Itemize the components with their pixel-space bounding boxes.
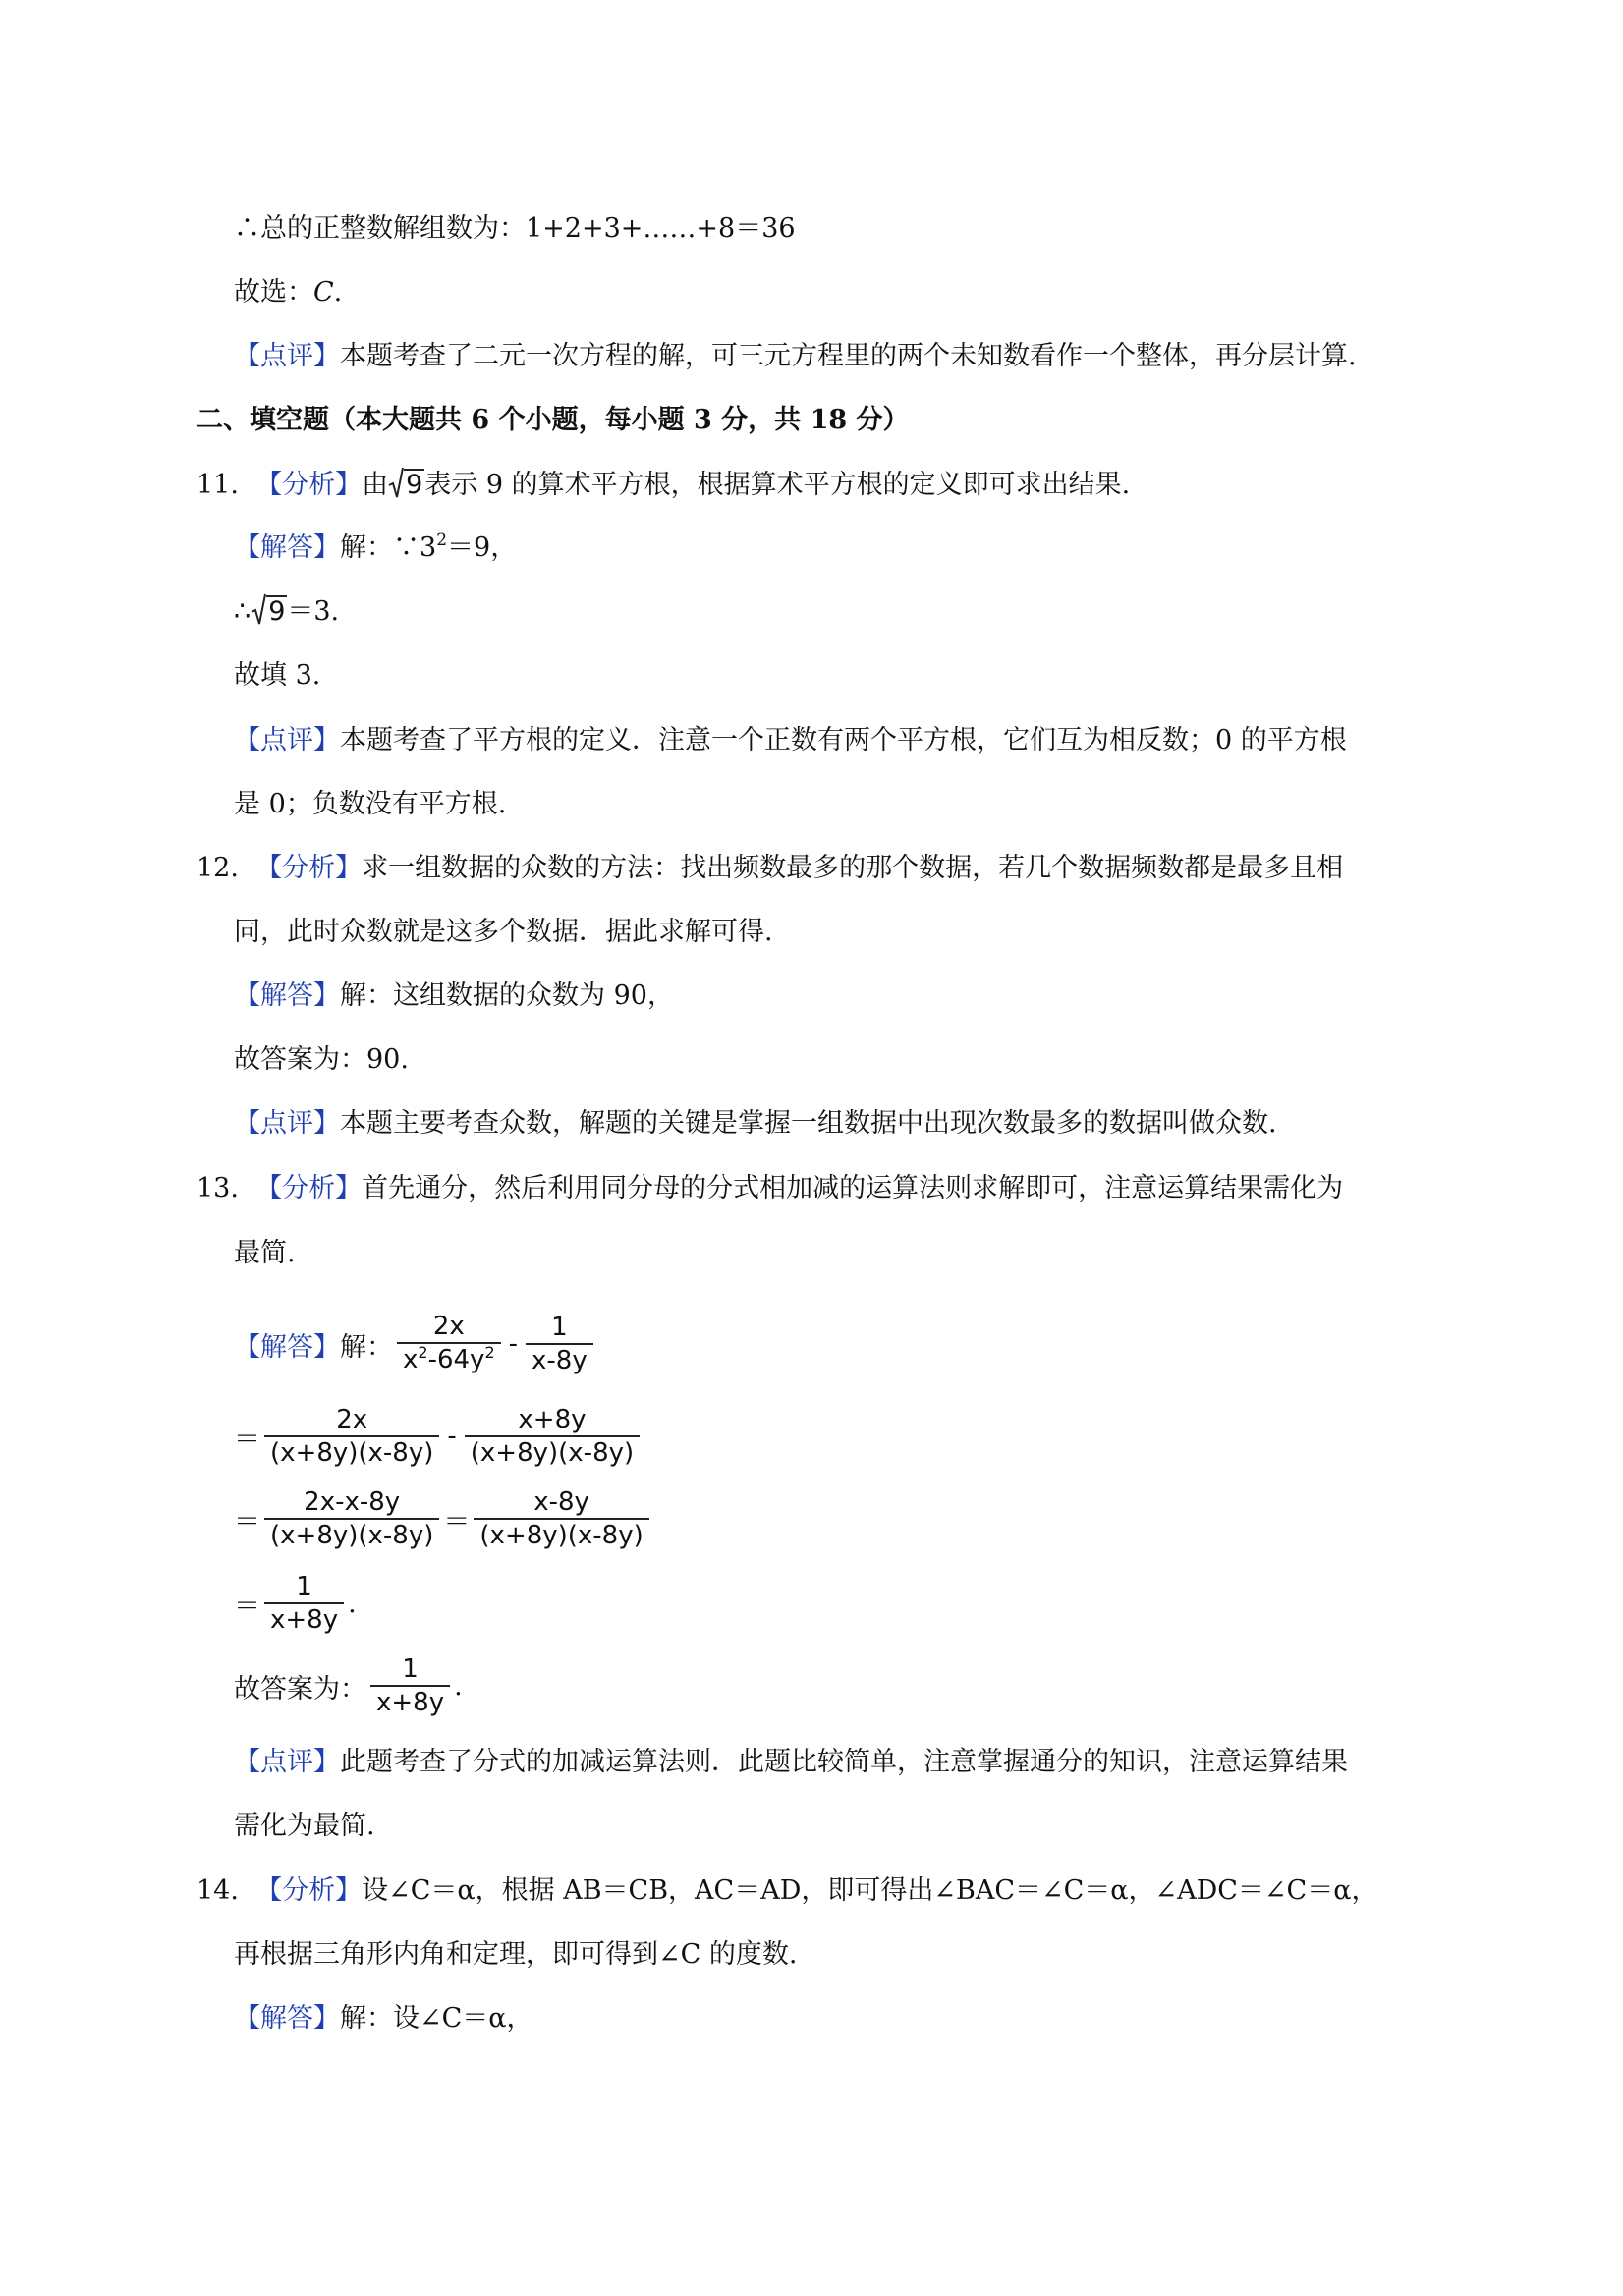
text: 此题考查了分式的加减运算法则．此题比较简单，注意掌握通分的知识，注意运算结果 <box>340 1747 1348 1777</box>
variable: C <box>313 277 334 308</box>
denominator: x-8y <box>526 1343 593 1376</box>
review-tag: 【点评】 <box>234 1108 340 1139</box>
text-line: 需化为最简. <box>234 1811 375 1841</box>
sqrt-expression <box>388 466 424 505</box>
fraction <box>474 1486 648 1551</box>
text: 故选： <box>234 277 313 308</box>
text: ∴ <box>234 596 252 627</box>
review-line <box>234 1743 1348 1782</box>
answer-tag: 【解答】 <box>234 1331 340 1363</box>
answer-tag: 【解答】 <box>234 532 340 563</box>
period: . <box>454 1670 463 1702</box>
fraction <box>465 1404 640 1469</box>
text: 本题考查了平方根的定义．注意一个正数有两个平方根，它们互为相反数；0 的平方根 <box>340 725 1347 756</box>
text: 解：∵3 <box>340 532 437 563</box>
fraction <box>526 1312 593 1376</box>
text-line: 再根据三角形内角和定理，即可得到∠C 的度数. <box>234 1939 798 1970</box>
period: . <box>348 1588 357 1619</box>
numerator: 1 <box>402 1654 419 1684</box>
review-line <box>234 1104 1277 1144</box>
question-13-analysis <box>196 1169 1343 1208</box>
answer-tag: 【解答】 <box>234 2003 340 2034</box>
text-line: 同，此时众数就是这多个数据．据此求解可得. <box>234 917 773 947</box>
question-12-analysis <box>196 849 1343 888</box>
equation-row <box>234 1649 463 1723</box>
text-line <box>234 592 339 632</box>
answer-line <box>234 1999 533 2039</box>
fraction <box>397 1311 501 1378</box>
text: 解：这组数据的众数为 90， <box>340 980 674 1011</box>
radicand: 9 <box>268 596 286 627</box>
equation-row <box>234 1399 644 1474</box>
text: . <box>333 277 343 308</box>
analysis-tag: 【分析】 <box>255 1876 363 1906</box>
equals-sign: ＝ <box>234 1506 260 1538</box>
equation-row <box>234 1305 597 1383</box>
equals-sign: ＝ <box>234 1424 260 1455</box>
question-number: 11. <box>196 470 239 500</box>
answer-tag: 【解答】 <box>234 980 340 1011</box>
fraction <box>264 1571 344 1636</box>
text-line: 是 0；负数没有平方根. <box>234 789 507 819</box>
exponent: 2 <box>484 1342 495 1362</box>
denominator <box>397 1342 501 1378</box>
minus-sign: - <box>447 1422 457 1451</box>
numerator: 2x <box>432 1311 465 1341</box>
review-tag: 【点评】 <box>234 725 340 756</box>
text: 本题考查了二元一次方程的解，可三元方程里的两个未知数看作一个整体，再分层计算. <box>340 341 1357 371</box>
analysis-tag: 【分析】 <box>255 853 363 883</box>
numerator: x+8y <box>518 1405 587 1434</box>
equation-row <box>234 1482 653 1556</box>
minus-sign: - <box>508 1329 519 1359</box>
fraction <box>264 1486 439 1551</box>
text: 表示 9 的算术平方根，根据算术平方根的定义即可求出结果. <box>424 470 1131 500</box>
text-line <box>234 273 342 312</box>
text-line: 故填 3. <box>234 660 321 691</box>
radical-sign <box>251 592 266 626</box>
fraction <box>264 1404 439 1469</box>
fraction <box>370 1653 450 1718</box>
exponent: 2 <box>418 1342 428 1362</box>
text: 解：设∠C＝α， <box>340 2003 533 2034</box>
review-line <box>234 721 1347 760</box>
den-part: -64y <box>427 1344 485 1374</box>
question-number: 13. <box>196 1173 239 1204</box>
equals-sign: ＝ <box>443 1506 471 1538</box>
question-14-analysis <box>196 1872 1377 1911</box>
answer-line <box>234 529 517 568</box>
numerator: x-8y <box>533 1487 589 1517</box>
answer-line <box>234 977 674 1016</box>
analysis-tag: 【分析】 <box>255 1173 363 1204</box>
numerator: 1 <box>296 1572 312 1601</box>
text: 本题主要考查众数，解题的关键是掌握一组数据中出现次数最多的数据叫做众数. <box>340 1108 1277 1139</box>
review-line <box>234 337 1357 376</box>
text-line: 最简. <box>234 1238 296 1268</box>
text: 由 <box>362 470 389 500</box>
text: ＝9， <box>447 532 518 563</box>
denominator: x+8y <box>264 1602 344 1636</box>
review-tag: 【点评】 <box>234 341 340 371</box>
equals-sign: ＝ <box>234 1591 260 1622</box>
question-number: 12. <box>196 853 239 883</box>
denominator: (x+8y)(x-8y) <box>264 1435 439 1469</box>
text: 求一组数据的众数的方法：找出频数最多的那个数据，若几个数据频数都是最多且相 <box>362 853 1344 883</box>
denominator: (x+8y)(x-8y) <box>264 1518 439 1551</box>
radical-sign <box>388 466 404 499</box>
den-part: x <box>403 1344 419 1374</box>
numerator: 1 <box>551 1313 568 1342</box>
numerator: 2x-x-8y <box>304 1487 401 1517</box>
denominator: x+8y <box>370 1685 450 1718</box>
denominator: (x+8y)(x-8y) <box>474 1518 648 1551</box>
equation-row <box>234 1566 357 1641</box>
radicand: 9 <box>406 470 423 500</box>
section-heading: 二、填空题（本大题共 6 个小题，每小题 3 分，共 18 分） <box>196 405 910 435</box>
text-line: 故答案为：90. <box>234 1044 409 1075</box>
text: ＝3. <box>287 596 340 627</box>
text: 设∠C＝α，根据 AB＝CB，AC＝AD，即可得出∠BAC＝∠C＝α，∠ADC＝∠C＝α， <box>362 1876 1378 1906</box>
analysis-tag: 【分析】 <box>255 470 363 500</box>
exponent: 2 <box>436 531 448 550</box>
question-11-analysis <box>196 466 1130 505</box>
text: 解： <box>340 1331 393 1363</box>
text-line: ∴总的正整数解组数为：1+2+3+……+8＝36 <box>234 213 796 244</box>
question-number: 14. <box>196 1876 239 1906</box>
sqrt-expression <box>251 592 287 632</box>
review-tag: 【点评】 <box>234 1747 340 1777</box>
numerator: 2x <box>336 1405 368 1434</box>
text: 故答案为： <box>234 1673 366 1705</box>
text: 首先通分，然后利用同分母的分式相加减的运算法则求解即可，注意运算结果需化为 <box>362 1173 1344 1204</box>
denominator: (x+8y)(x-8y) <box>465 1435 640 1469</box>
